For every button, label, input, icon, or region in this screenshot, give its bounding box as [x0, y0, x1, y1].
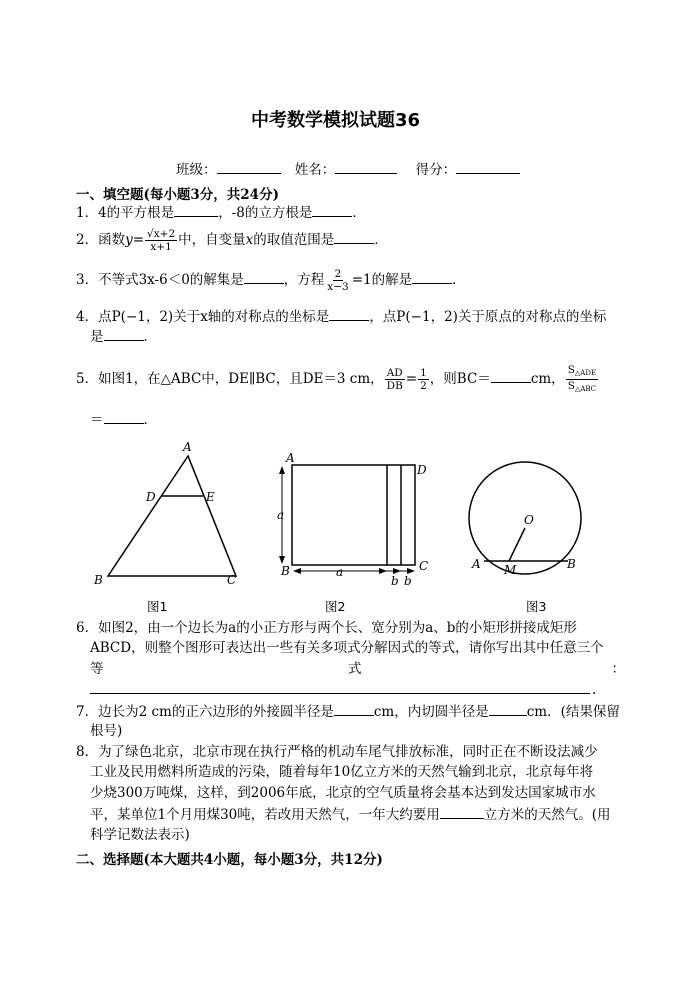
question-8-line-4	[90, 805, 611, 824]
label-m: M	[504, 563, 517, 577]
question-8-line-3: 少烧300万吨煤，这样，到2006年底，北京的空气质量将会基本达到发达国家城市水	[90, 785, 596, 801]
triangle-abc	[108, 456, 236, 576]
question-7	[76, 702, 620, 721]
question-1	[76, 203, 366, 222]
q4-text-d: ．	[143, 329, 157, 345]
label-d-corner: D	[417, 463, 427, 477]
q5-fraction-1	[385, 367, 405, 392]
label-bottom-b-1: b	[391, 574, 399, 588]
q2-text-a: 2．函数	[76, 232, 126, 248]
q7-text-a: 7．边长为2 cm的正六边形的外接圆半径是	[76, 704, 334, 720]
name-label: 姓名：	[294, 162, 336, 178]
class-label: 班级：	[176, 162, 217, 178]
question-4-line-2	[90, 327, 157, 346]
score-blank[interactable]	[456, 160, 520, 174]
q5-text-c: cm，	[530, 371, 565, 387]
q7-blank-1[interactable]	[334, 702, 374, 716]
label-b-circle: B	[567, 557, 576, 571]
q5-text-b: ，则BC＝	[429, 371, 491, 387]
q3-blank-2[interactable]	[412, 270, 452, 284]
figure-3-diagram	[464, 456, 588, 580]
q2-blank[interactable]	[334, 230, 374, 244]
question-5	[76, 364, 599, 395]
q2-equals: =	[132, 232, 145, 248]
question-8-line-5: 科学记数法表示)	[90, 827, 190, 843]
label-bottom-b-2: b	[404, 574, 412, 588]
q3-blank-1[interactable]	[244, 270, 284, 284]
question-4	[76, 307, 606, 326]
figure-1-caption: 图1	[147, 599, 168, 614]
q5-equals: =	[405, 371, 418, 387]
label-bottom-a: a	[336, 565, 344, 579]
q7-text-c: cm．(结果保留	[526, 704, 620, 720]
label-e: E	[206, 490, 215, 504]
q4-text-b: ，点P(−1，2)关于原点的对称点的坐标	[369, 309, 607, 325]
height-arrowhead-bottom	[279, 556, 285, 564]
q2-text-b: 中，自变量	[178, 232, 246, 248]
name-blank[interactable]	[335, 160, 397, 174]
label-c: C	[227, 573, 237, 586]
q5-f3-num-sub: △ADE	[574, 369, 597, 377]
label-side-a: a	[277, 508, 285, 522]
q6-answer-line[interactable]	[90, 693, 590, 694]
q1-text-c: ．	[352, 205, 366, 221]
q2-numerator: √x+2	[147, 228, 176, 240]
rectangle-abcd	[292, 465, 415, 565]
q1-text-a: 1．4的平方根是	[76, 205, 175, 221]
q3-text-d: ．	[452, 272, 466, 288]
figure-1-diagram	[88, 436, 248, 586]
q3-fraction	[325, 268, 350, 293]
q1-text-b: ，-8的立方根是	[218, 205, 313, 221]
q5-f3-den-sub: △ABC	[574, 385, 597, 393]
q5-text-d: ＝	[90, 412, 104, 428]
figure-2-diagram	[272, 446, 436, 594]
q3-text-b: ，方程	[283, 272, 325, 288]
q4-text-c: 是	[90, 329, 104, 345]
label-a: A	[183, 440, 192, 454]
q2-text-d: ．	[374, 232, 388, 248]
q5-text-a: 5．如图1，在△ABC中，DE∥BC，且DE＝3 cm，	[76, 371, 384, 387]
q2-var-x: x	[245, 232, 254, 248]
q5-f3-numerator	[566, 364, 598, 380]
question-2	[76, 228, 388, 253]
label-b: B	[94, 573, 103, 586]
q3-denominator: x−3	[327, 281, 349, 293]
q8-blank[interactable]	[440, 805, 484, 819]
q5-fraction-3	[566, 364, 598, 395]
q4-blank-2[interactable]	[104, 327, 144, 341]
label-a-corner: A	[286, 451, 295, 465]
q5-text-e: ．	[143, 412, 157, 428]
q3-text-a: 3．不等式3x-6＜0的解集是	[76, 272, 244, 288]
question-3	[76, 268, 466, 293]
q5-blank-2[interactable]	[104, 410, 144, 424]
q5-f3-den-s: S	[567, 380, 575, 392]
q5-blank-1[interactable]	[491, 369, 531, 383]
q5-f2-denominator: 2	[420, 380, 427, 392]
section-heading-2: 二、选择题(本大题共4小题，每小题3分，共12分)	[76, 852, 383, 868]
figure-3-caption: 图3	[526, 599, 547, 614]
question-8-line-1: 8．为了绿色北京，北京市现在执行严格的机动车尾气排放标准，同时正在不断设法减少	[76, 744, 598, 760]
q6-text-b: 式	[348, 661, 362, 677]
segment-om	[509, 528, 525, 561]
q6-text-a: 等	[90, 661, 104, 677]
width-arrowhead-left	[293, 568, 301, 574]
label-d: D	[146, 490, 156, 504]
q2-text-c: 的取值范围是	[253, 232, 335, 248]
q4-text-a: 4．点P(−1，2)关于x轴的对称点的坐标是	[76, 309, 330, 325]
question-6-line-2: ABCD，则整个图形可表达出一些有关多项式分解因式的等式，请你写出其中任意三个	[90, 640, 604, 656]
q3-text-c: =1的解是	[351, 272, 413, 288]
q7-blank-2[interactable]	[489, 702, 527, 716]
question-6-line-1: 6．如图2，由一个边长为a的小正方形与两个长、宽分别为a、b的小矩形拼接成矩形	[76, 620, 577, 636]
label-a-circle: A	[472, 557, 481, 571]
q5-f2-numerator: 1	[420, 367, 427, 379]
q7-text-b: cm，内切圆半径是	[373, 704, 489, 720]
score-label: 得分：	[415, 162, 457, 178]
width-arrowhead-mid-1	[379, 568, 387, 574]
question-8-line-2: 工业及民用燃料所造成的污染，随着每年10亿立方米的天然气输到北京，北京每年将	[90, 764, 594, 780]
class-blank[interactable]	[217, 160, 281, 174]
section-heading: 一、填空题(每小题3分，共24分)	[76, 187, 279, 203]
info-line	[176, 160, 520, 179]
q8-text-b: 立方米的天然气。(用	[483, 807, 611, 823]
figure-2-caption: 图2	[325, 599, 346, 614]
question-5-line-2	[90, 410, 157, 429]
q5-f3-num-s: S	[567, 364, 575, 376]
question-6-line-3	[90, 660, 625, 678]
q1-blank-2[interactable]	[312, 203, 352, 217]
q1-blank-1[interactable]	[174, 203, 218, 217]
q6-text-c: ：	[611, 661, 625, 677]
page-title: 中考数学模拟试题36	[251, 110, 421, 131]
label-b-corner: B	[281, 564, 290, 578]
q3-numerator: 2	[334, 268, 342, 280]
q5-f3-denominator	[566, 380, 598, 395]
q4-blank-1[interactable]	[329, 307, 369, 321]
label-c-corner: C	[419, 559, 429, 573]
q5-f1-denominator: DB	[386, 380, 403, 392]
q2-denominator: x+1	[150, 241, 172, 253]
q8-text-a: 平，某单位1个月用煤30吨，若改用天然气，一年大约要用	[90, 807, 440, 823]
q6-end-mark: .	[592, 682, 597, 698]
height-arrowhead-top	[279, 466, 285, 474]
question-7-line-2: 根号)	[90, 723, 123, 739]
label-o: O	[524, 513, 534, 527]
q2-var-y: y	[125, 232, 133, 248]
q5-fraction-2	[418, 367, 429, 392]
q5-f1-numerator: AD	[386, 367, 403, 379]
q2-fraction	[145, 228, 177, 253]
